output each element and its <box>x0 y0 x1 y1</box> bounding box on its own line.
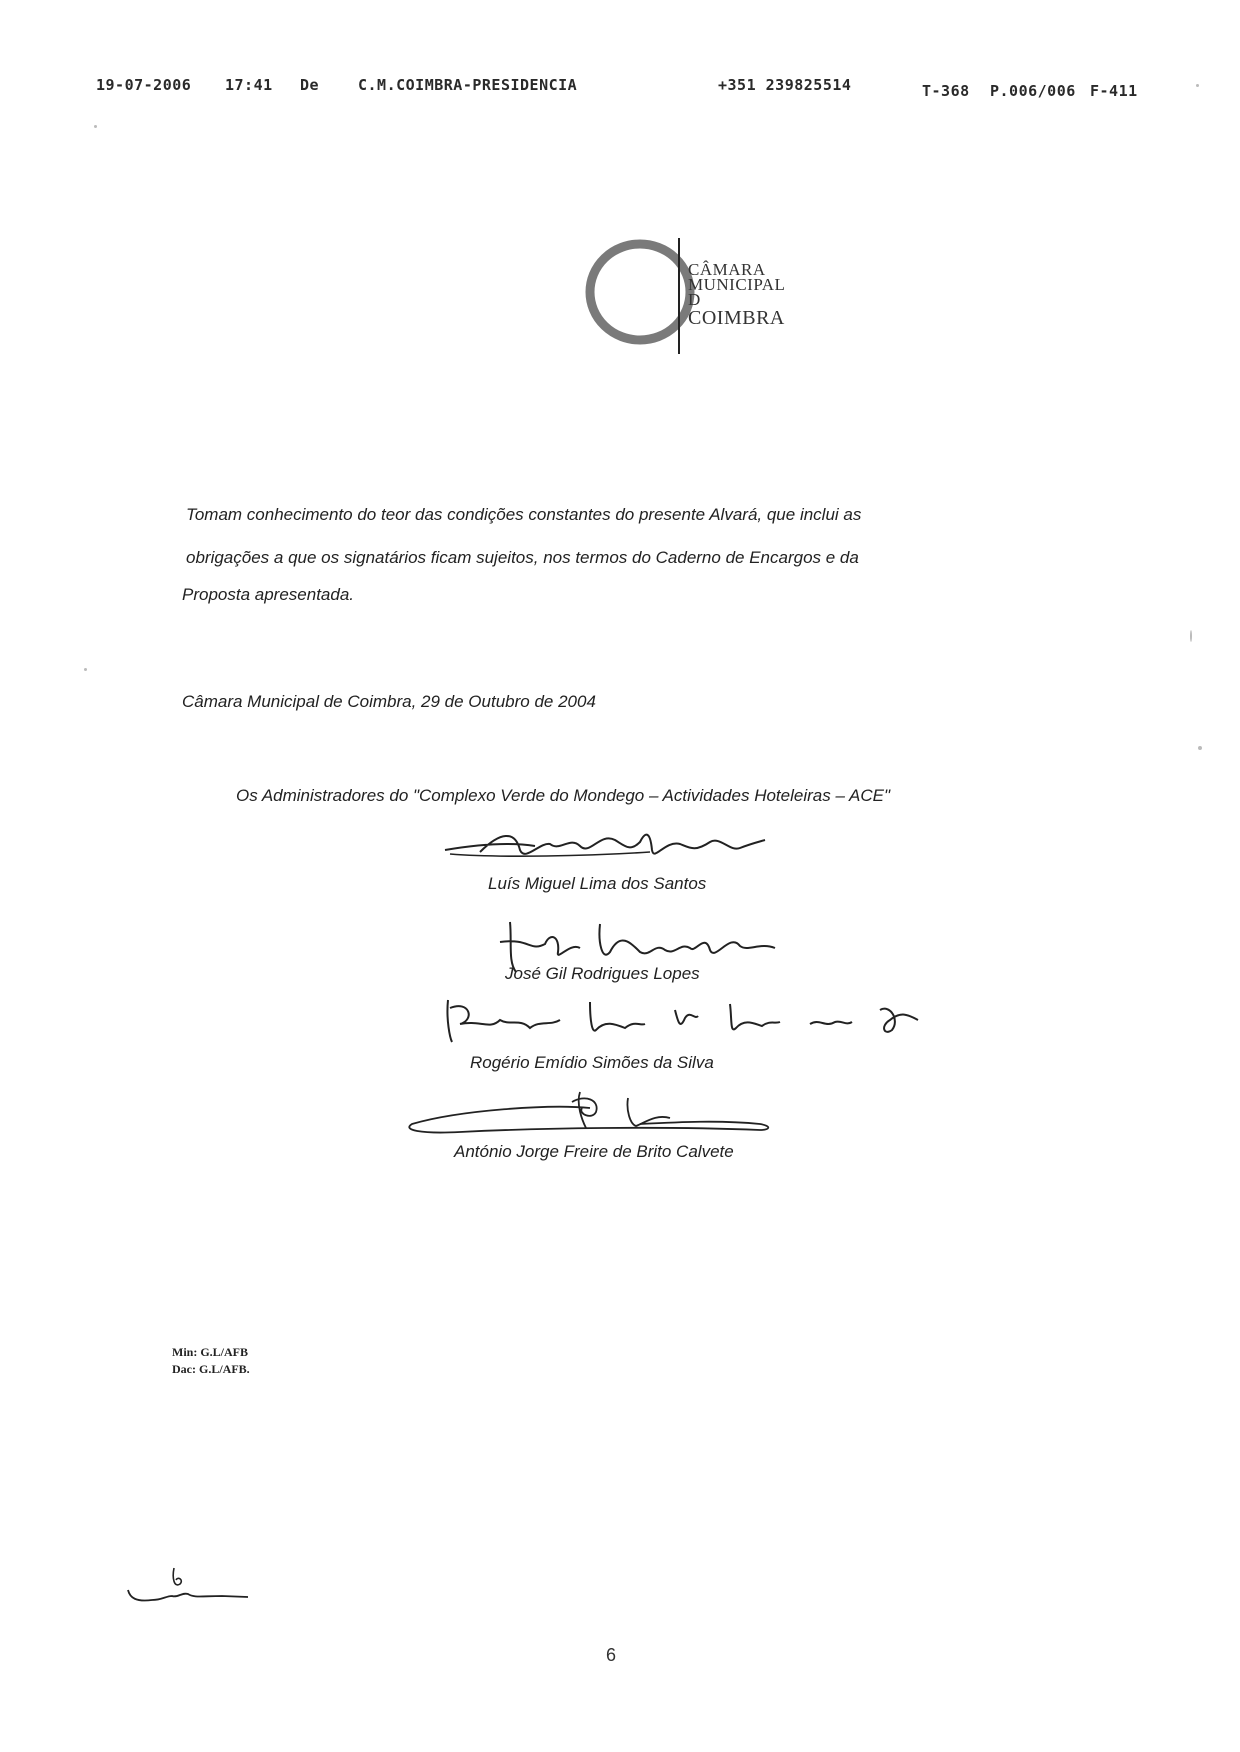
camara-logo <box>580 236 800 356</box>
signatory-4-name: António Jorge Freire de Brito Calvete <box>454 1142 734 1161</box>
scan-speck <box>94 125 97 128</box>
logo-line-4: COIMBRA <box>688 307 785 329</box>
signatory-2-name: José Gil Rodrigues Lopes <box>505 964 700 983</box>
body-line-2: obrigações a que os signatários ficam sujeitos, nos termos do Caderno de Encargos e da <box>186 548 859 567</box>
fax-date: 19-07-2006 <box>96 76 192 94</box>
scan-speck <box>1196 84 1199 87</box>
fax-sender: C.M.COIMBRA-PRESIDENCIA <box>358 76 578 94</box>
body-line-1: Tomam conhecimento do teor das condições constantes do presente Alvará, que inclui as <box>186 505 862 524</box>
footer-dac-code: Dac: G.L/AFB. <box>172 1362 250 1376</box>
initials-mark <box>122 1560 252 1610</box>
scan-speck <box>1190 630 1192 642</box>
signature-4 <box>400 1084 780 1144</box>
signature-1 <box>440 822 770 872</box>
signature-3 <box>440 990 940 1050</box>
logo-line-2: MUNICIPAL <box>688 275 786 294</box>
logo-line-1: CÂMARA <box>688 260 766 279</box>
fax-phone: +351 239825514 <box>718 76 852 94</box>
footer-min-code: Min: G.L/AFB <box>172 1345 249 1359</box>
logo-line-3: D <box>688 290 701 309</box>
page-number: 6 <box>606 1645 617 1665</box>
fax-page: P.006/006 <box>990 82 1076 100</box>
scan-speck <box>84 668 87 671</box>
fax-form: F-411 <box>1090 82 1138 100</box>
signatory-1-name: Luís Miguel Lima dos Santos <box>488 874 707 893</box>
administrators-line: Os Administradores do "Complexo Verde do Mondego – Actividades Hoteleiras – ACE" <box>236 786 890 805</box>
fax-transaction: T-368 <box>922 82 970 100</box>
signatory-3-name: Rogério Emídio Simões da Silva <box>470 1053 714 1072</box>
scan-speck <box>1198 746 1202 750</box>
fax-from-label: De <box>300 76 320 94</box>
fax-time: 17:41 <box>225 76 273 94</box>
place-date: Câmara Municipal de Coimbra, 29 de Outubro de 2004 <box>182 692 596 711</box>
body-line-3: Proposta apresentada. <box>182 585 355 604</box>
